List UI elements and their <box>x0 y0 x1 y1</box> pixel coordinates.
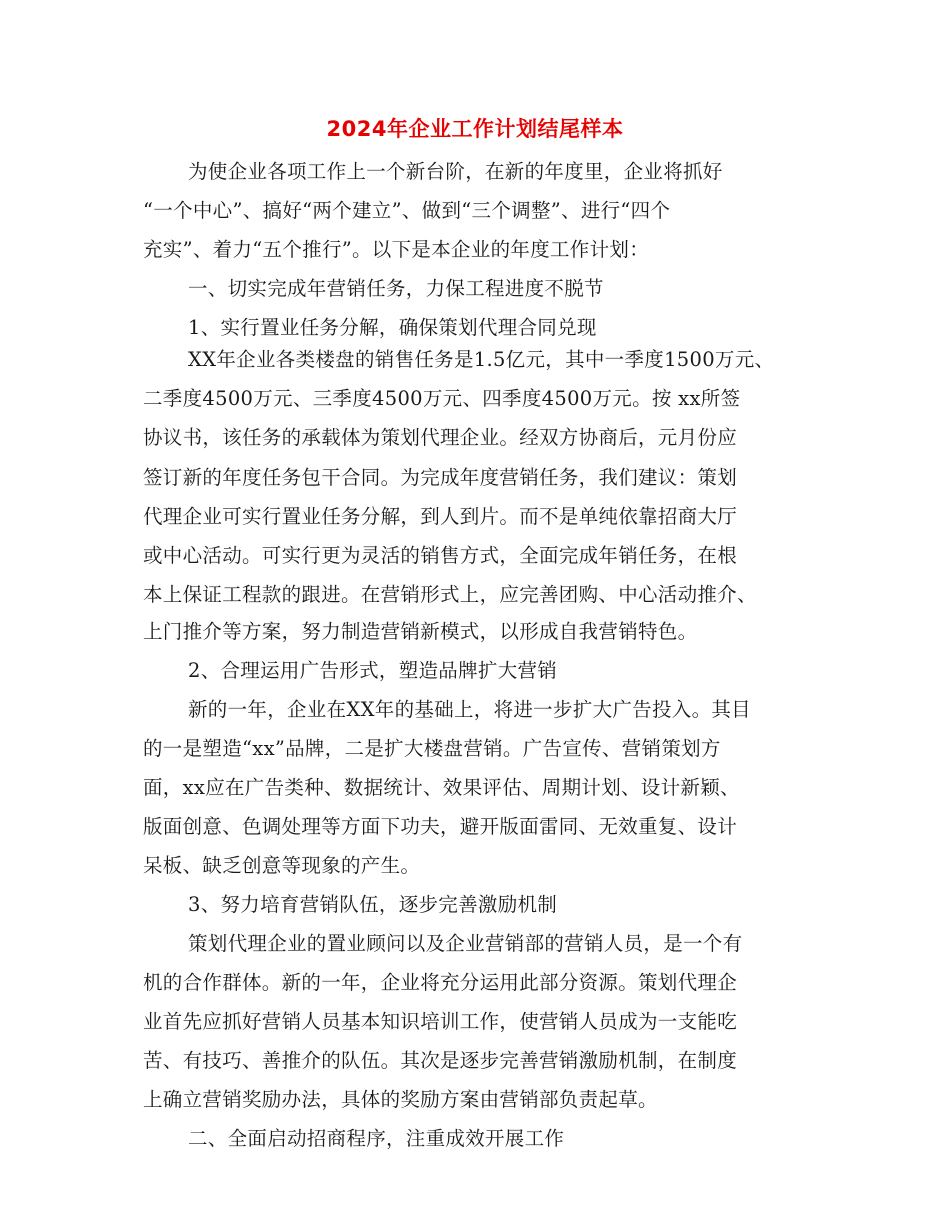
paragraph-line: 新的一年，企业在XX年的基础上，将进一步扩大广告投入。其目 <box>188 698 751 721</box>
subsection-heading: 3、努力培育营销队伍，逐步完善激励机制 <box>188 893 558 916</box>
subsection-heading: 1、实行置业任务分解，确保策划代理合同兑现 <box>188 316 597 339</box>
paragraph-line: 二季度4500万元、三季度4500万元、四季度4500万元。按 xx所签 <box>143 387 741 410</box>
paragraph-line: XX年企业各类楼盘的销售任务是1.5亿元，其中一季度1500万元、 <box>188 348 775 371</box>
paragraph-line: 的一是塑造“xx”品牌，二是扩大楼盘营销。广告宣传、营销策划方 <box>143 737 721 760</box>
paragraph-line: 呆板、缺乏创意等现象的产生。 <box>143 854 421 877</box>
paragraph-line: 策划代理企业的置业顾问以及企业营销部的营销人员，是一个有 <box>188 932 743 955</box>
paragraph-line: 业首先应抓好营销人员基本知识培训工作，使营销人员成为一支能吃 <box>143 1010 738 1033</box>
paragraph-line: 为使企业各项工作上一个新台阶，在新的年度里，企业将抓好 <box>188 160 723 183</box>
paragraph-line: 签订新的年度任务包干合同。为完成年度营销任务，我们建议：策划 <box>143 466 738 489</box>
paragraph-line: 苦、有技巧、善推介的队伍。其次是逐步完善营销激励机制，在制度 <box>143 1049 738 1072</box>
paragraph-line: 本上保证工程款的跟进。在营销形式上，应完善团购、中心活动推介、 <box>143 583 757 606</box>
paragraph-line: 版面创意、色调处理等方面下功夫，避开版面雷同、无效重复、设计 <box>143 815 738 838</box>
paragraph-line: 上确立营销奖励办法，具体的奖励方案由营销部负责起草。 <box>143 1088 658 1111</box>
paragraph-line: 代理企业可实行置业任务分解，到人到片。而不是单纯依靠招商大厅 <box>143 505 738 528</box>
paragraph-line: 面，xx应在广告类种、数据统计、效果评估、周期计划、设计新颖、 <box>143 776 740 799</box>
paragraph-line: “一个中心”、搞好“两个建立”、做到“三个调整”、进行“四个 <box>143 199 671 222</box>
subsection-heading: 2、合理运用广告形式，塑造品牌扩大营销 <box>188 659 558 682</box>
section-heading: 二、全面启动招商程序，注重成效开展工作 <box>188 1127 565 1150</box>
document-title: 2024年企业工作计划结尾样本 <box>326 117 624 141</box>
section-heading: 一、切实完成年营销任务，力保工程进度不脱节 <box>188 277 604 300</box>
paragraph-line: 机的合作群体。新的一年，企业将充分运用此部分资源。策划代理企 <box>143 971 738 994</box>
paragraph-line: 充实”、着力“五个推行”。以下是本企业的年度工作计划： <box>143 238 650 261</box>
paragraph-line: 上门推介等方案，努力制造营销新模式，以形成自我营销特色。 <box>143 620 698 643</box>
paragraph-line: 或中心活动。可实行更为灵活的销售方式，全面完成年销任务，在根 <box>143 544 738 567</box>
paragraph-line: 协议书，该任务的承载体为策划代理企业。经双方协商后，元月份应 <box>143 426 738 449</box>
